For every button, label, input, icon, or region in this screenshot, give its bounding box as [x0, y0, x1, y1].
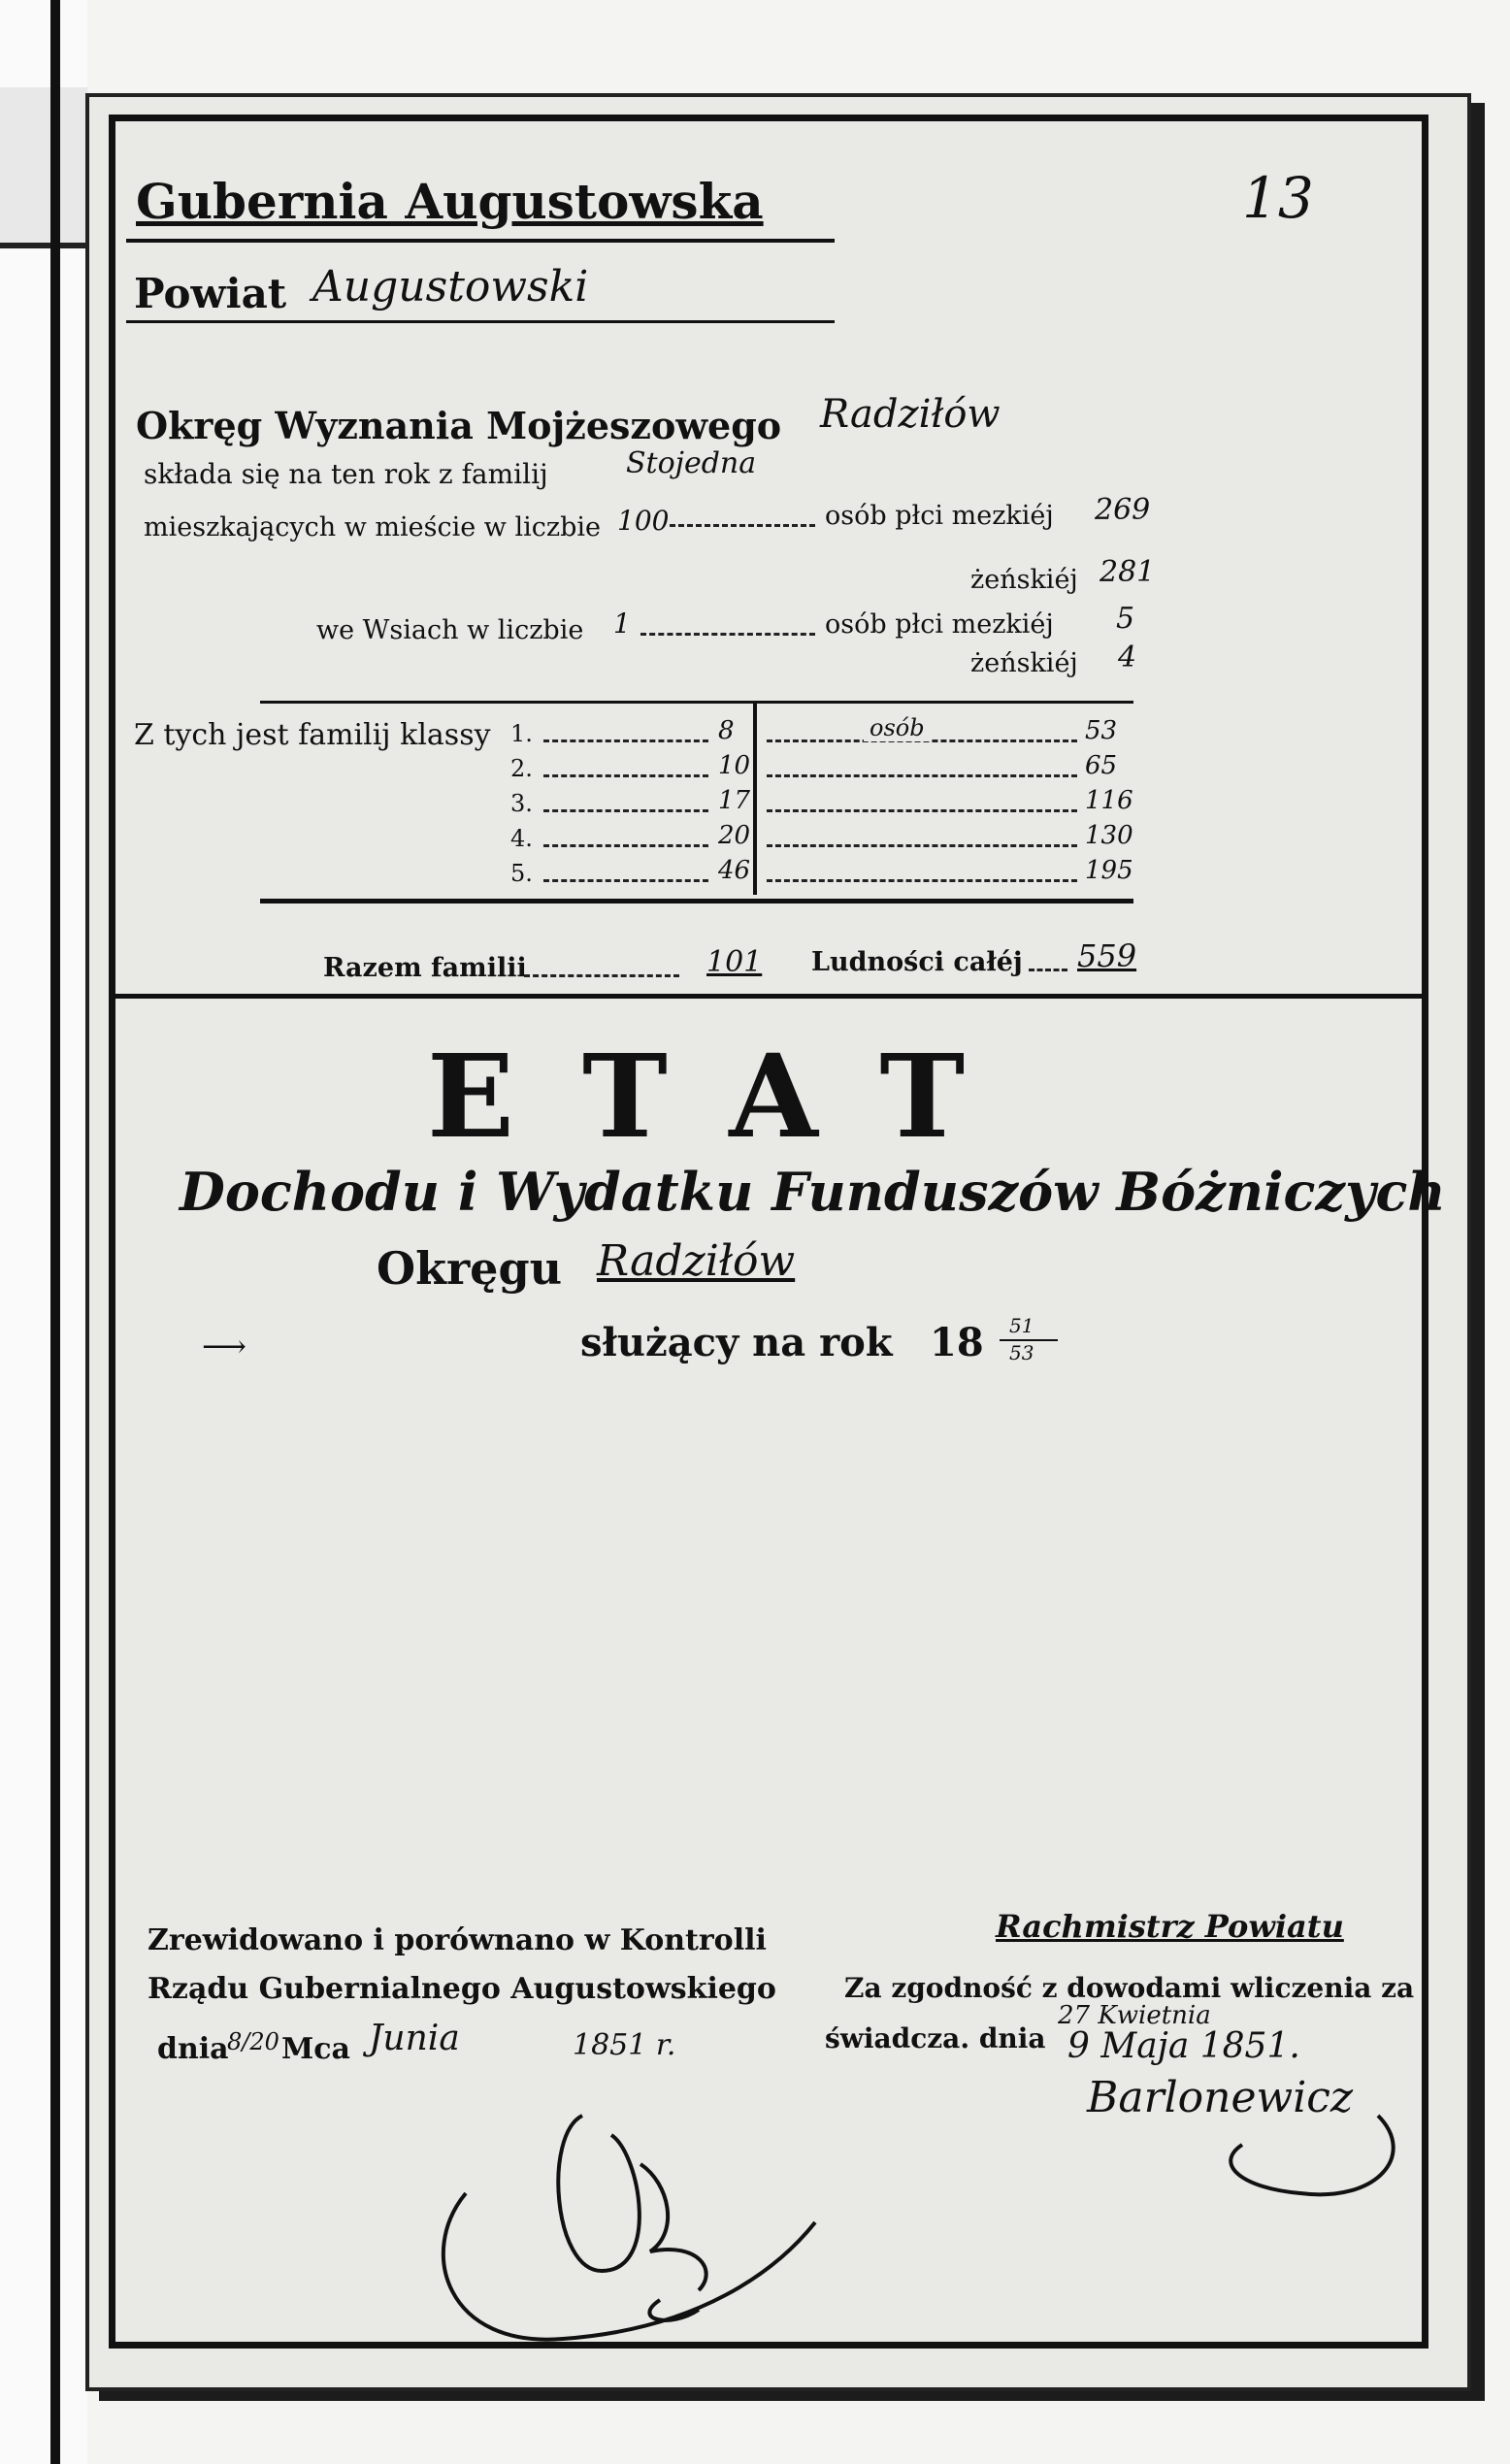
klasy-row-persons: 65 — [1085, 751, 1118, 780]
mca-label: Mca — [281, 2032, 350, 2066]
footer-right-date-bottom: 9 Maja 1851. — [1067, 2026, 1300, 2066]
sklada-value: Stojedna — [626, 446, 757, 480]
ludnosc-dash — [1029, 969, 1067, 971]
okregu-value: Radziłów — [597, 1236, 796, 1286]
razem-dash — [524, 974, 679, 977]
razem-value: 101 — [706, 945, 763, 979]
klasy-row-persons: 53 — [1085, 716, 1118, 745]
section-divider — [109, 994, 1428, 999]
powiat-rule — [126, 320, 835, 323]
zenskiej-wsi: 4 — [1118, 641, 1137, 674]
wsi-dash — [640, 633, 815, 636]
klasy-row-families: 17 — [718, 786, 751, 815]
klasy-row-families: 20 — [718, 821, 751, 850]
rok-fraction-top: 51 — [1009, 1314, 1034, 1337]
rachmistrz-signature: Barlonewicz — [1087, 2073, 1354, 2122]
binding-edge — [0, 0, 87, 2464]
klasy-row-families: 8 — [718, 716, 735, 745]
okregu-label: Okręgu — [377, 1242, 563, 1295]
razem-label: Razem familii — [323, 953, 527, 983]
klasy-row-dash — [543, 809, 708, 812]
footer-right-date-top: 27 Kwietnia — [1058, 2001, 1211, 2030]
etat-subtitle: Dochodu i Wydatku Funduszów Bóżniczych — [180, 1161, 1446, 1223]
osob-meskiej-label-wsi: osób płci mezkiéj — [825, 609, 1054, 640]
zenskiej-label-wsi: żeńskiéj — [970, 648, 1078, 678]
table-divider — [753, 701, 757, 895]
klasy-row-num: 3. — [510, 790, 533, 817]
klasy-row-dash-persons — [767, 809, 1077, 812]
miasto-value: 100 — [617, 505, 670, 537]
powiat-value: Augustowski — [312, 262, 589, 312]
wsi-value: 1 — [613, 608, 631, 640]
dnia-value: 8/20 — [227, 2028, 279, 2055]
klasy-row-families: 46 — [718, 856, 751, 885]
miasto-dash — [670, 524, 815, 527]
left-signature-flourish — [408, 2077, 854, 2368]
miasto-label: mieszkających w mieście w liczbie — [144, 512, 601, 542]
osob-meskiej-miasto: 269 — [1095, 493, 1151, 527]
klasy-row-persons: 195 — [1085, 856, 1133, 885]
powiat-label: Powiat — [134, 270, 287, 317]
ludnosc-label: Ludności całéj — [811, 947, 1023, 977]
mca-value: Junia — [369, 2019, 460, 2058]
rok-value: 18 — [930, 1320, 984, 1365]
footer-left-line2: Rządu Gubernialnego Augustowskiego — [148, 1972, 776, 2006]
footer-left-line1: Zrewidowano i porównano w Kontrolli — [148, 1923, 767, 1957]
osob-meskiej-label: osób płci mezkiéj — [825, 501, 1054, 531]
footer-right-line3: świadcza. dnia — [825, 2022, 1046, 2054]
klasy-row-dash-persons — [767, 844, 1077, 847]
table-bottom-rule — [260, 899, 1133, 903]
klasy-row-num: 5. — [510, 860, 533, 887]
okreg-label: Okręg Wyznania Mojżeszowego — [136, 404, 782, 447]
klasy-row-families: 10 — [718, 751, 751, 780]
ludnosc-value: 559 — [1077, 937, 1137, 974]
dnia-label: dnia — [157, 2032, 229, 2066]
klasy-row-dash — [543, 774, 708, 777]
klasy-row-dash — [543, 739, 708, 742]
klasy-row-persons: 130 — [1085, 821, 1133, 850]
zenskiej-label-miasto: żeńskiéj — [970, 565, 1078, 595]
klasy-row-persons-label: osób — [864, 714, 931, 741]
klasy-row-num: 4. — [510, 825, 533, 852]
klasy-label: Z tych jest familij klassy — [134, 718, 491, 752]
okreg-value: Radziłów — [820, 392, 1001, 437]
klasy-row-dash-persons — [767, 879, 1077, 882]
etat-title: ETAT — [427, 1029, 1034, 1164]
arrow-mark: ⟶ — [202, 1328, 246, 1364]
klasy-row-dash — [543, 844, 708, 847]
binding-fold — [0, 87, 87, 248]
footer-left-year: 1851 r. — [573, 2028, 676, 2062]
footer-right-line1: Rachmistrz Powiatu — [996, 1908, 1344, 1945]
klasy-row-dash — [543, 879, 708, 882]
gubernia-heading: Gubernia Augustowska — [136, 173, 764, 230]
footer-right-line2: Za zgodność z dowodami wliczenia za — [844, 1972, 1415, 2004]
zenskiej-miasto: 281 — [1100, 555, 1156, 589]
osob-meskiej-wsi: 5 — [1116, 602, 1135, 636]
klasy-row-num: 2. — [510, 755, 533, 782]
binding-spine — [50, 0, 60, 2464]
gubernia-rule — [126, 239, 835, 243]
wsi-label: we Wsiach w liczbie — [316, 615, 584, 645]
document-frame — [109, 115, 1428, 2349]
right-signature-flourish — [1184, 2096, 1407, 2222]
table-top-rule — [260, 701, 1133, 704]
klasy-row-persons: 116 — [1085, 786, 1133, 815]
page-number: 13 — [1242, 165, 1314, 231]
sklada-label: składa się na ten rok z familij — [144, 458, 548, 490]
klasy-row-dash-persons — [767, 774, 1077, 777]
rok-fraction-bottom: 53 — [1009, 1341, 1034, 1364]
klasy-row-num: 1. — [510, 720, 533, 747]
rok-label: służący na rok — [580, 1320, 893, 1365]
